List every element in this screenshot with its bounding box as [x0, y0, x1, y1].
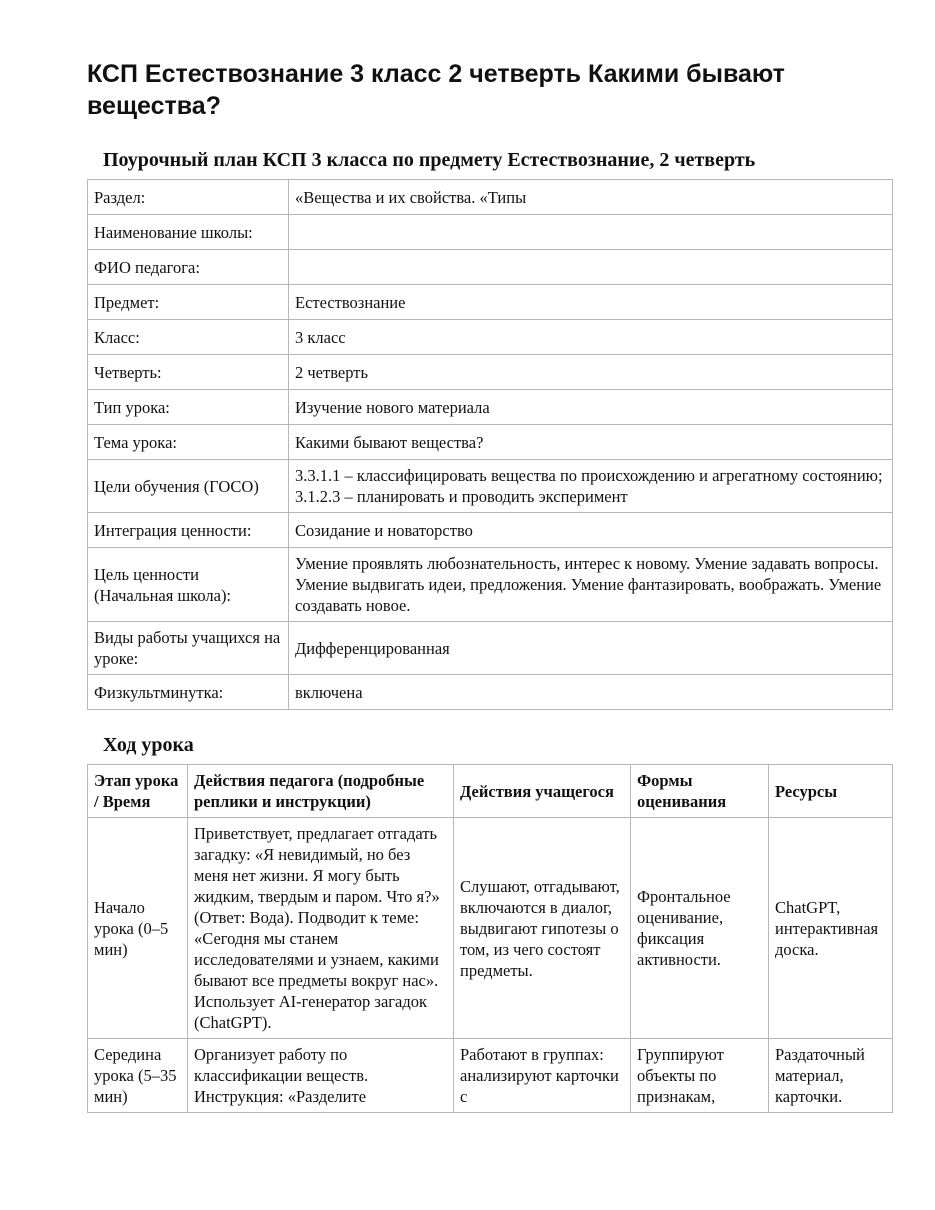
- info-label: Предмет:: [88, 285, 289, 320]
- info-row-value-integration: [88, 513, 893, 548]
- info-value: [289, 215, 893, 250]
- document-title: КСП Естествознание 3 класс 2 четверть Какими бывают вещества?: [87, 60, 785, 120]
- info-value: 3.3.1.1 – классифицировать вещества по происхождению и агрегатному состоянию; 3.1.2.3 – планировать и проводить эксперимент: [289, 460, 893, 513]
- info-value: «Вещества и их свойства. «Типы: [289, 180, 893, 215]
- info-row-teacher: [88, 250, 893, 285]
- assessment-cell: Группируют объекты по признакам,: [631, 1039, 769, 1113]
- info-row-work-types: [88, 622, 893, 675]
- info-value: Изучение нового материала: [289, 390, 893, 425]
- header-teacher-actions: Действия педагога (подробные реплики и инструкции): [188, 765, 454, 818]
- info-value: Какими бывают вещества?: [289, 425, 893, 460]
- info-label: Цели обучения (ГОСО): [88, 460, 289, 513]
- info-value: Созидание и новаторство: [289, 513, 893, 548]
- lesson-info-table: [87, 179, 893, 710]
- header-resources: Ресурсы: [769, 765, 893, 818]
- info-row-grade: [88, 320, 893, 355]
- info-label: Цель ценности (Начальная школа):: [88, 548, 289, 622]
- info-value: Естествознание: [289, 285, 893, 320]
- info-label: ФИО педагога:: [88, 250, 289, 285]
- plan-heading: Поурочный план КСП 3 класса по предмету Естествознание, 2 четверть: [103, 149, 756, 171]
- stage-cell: Середина урока (5–35 мин): [88, 1039, 188, 1113]
- lesson-row-start: [88, 818, 893, 1039]
- info-row-lesson-type: [88, 390, 893, 425]
- info-row-value-goal: [88, 548, 893, 622]
- student-actions-cell: Работают в группах: анализируют карточки с: [454, 1039, 631, 1113]
- info-row-pe-break: [88, 675, 893, 710]
- info-label: Физкультминутка:: [88, 675, 289, 710]
- info-row-learning-goals: [88, 460, 893, 513]
- teacher-actions-cell: Организует работу по классификации веществ. Инструкция: «Разделите: [188, 1039, 454, 1113]
- lesson-header-row: [88, 765, 893, 818]
- resources-cell: ChatGPT, интерактивная доска.: [769, 818, 893, 1039]
- teacher-actions-cell: Приветствует, предлагает отгадать загадку: «Я невидимый, но без меня нет жизни. Я могу быть жидким, твердым и паром. Что я?» (Ответ: Вода). Подводит к теме: «Сегодня мы станем исследователями и узнаем, какими бывают все предметы вокруг нас». Использует AI-генератор загадок (ChatGPT).: [188, 818, 454, 1039]
- info-row-school: [88, 215, 893, 250]
- header-stage: Этап урока / Время: [88, 765, 188, 818]
- info-value: Дифференцированная: [289, 622, 893, 675]
- lesson-row-middle: [88, 1039, 893, 1113]
- info-value: 2 четверть: [289, 355, 893, 390]
- lesson-flow-table: [87, 764, 893, 1113]
- info-row-topic: [88, 425, 893, 460]
- lesson-heading: Ход урока: [103, 734, 194, 756]
- info-row-quarter: [88, 355, 893, 390]
- student-actions-cell: Слушают, отгадывают, включаются в диалог, выдвигают гипотезы о том, из чего состоят предметы.: [454, 818, 631, 1039]
- info-value: 3 класс: [289, 320, 893, 355]
- info-label: Четверть:: [88, 355, 289, 390]
- info-row-subject: [88, 285, 893, 320]
- resources-cell: Раздаточный материал, карточки.: [769, 1039, 893, 1113]
- header-student-actions: Действия учащегося: [454, 765, 631, 818]
- header-assessment: Формы оценивания: [631, 765, 769, 818]
- info-row-section: [88, 180, 893, 215]
- info-label: Интеграция ценности:: [88, 513, 289, 548]
- info-label: Наименование школы:: [88, 215, 289, 250]
- info-value: Умение проявлять любознательность, интерес к новому. Умение задавать вопросы. Умение выдвигать идеи, предложения. Умение фантазировать, воображать. Умение создавать новое.: [289, 548, 893, 622]
- info-label: Тема урока:: [88, 425, 289, 460]
- info-value: [289, 250, 893, 285]
- info-label: Тип урока:: [88, 390, 289, 425]
- info-label: Виды работы учащихся на уроке:: [88, 622, 289, 675]
- info-value: включена: [289, 675, 893, 710]
- assessment-cell: Фронтальное оценивание, фиксация активности.: [631, 818, 769, 1039]
- info-label: Класс:: [88, 320, 289, 355]
- info-label: Раздел:: [88, 180, 289, 215]
- stage-cell: Начало урока (0–5 мин): [88, 818, 188, 1039]
